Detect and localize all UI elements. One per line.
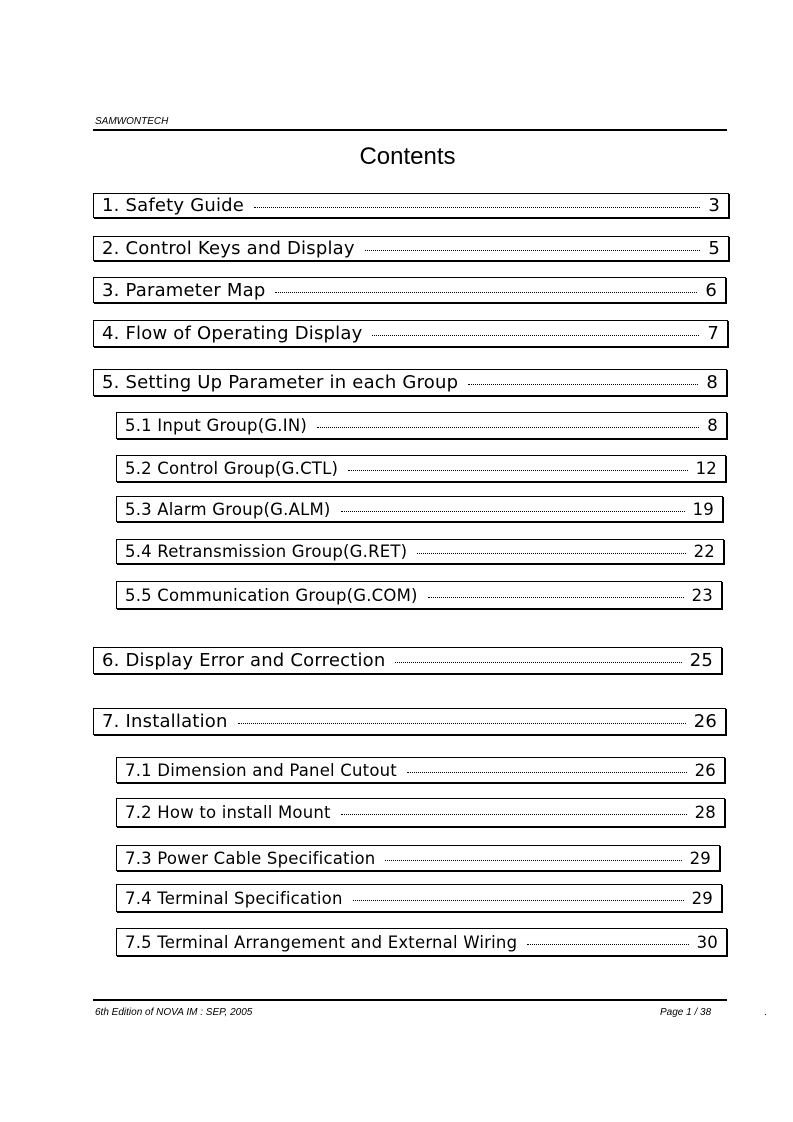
toc-leader-dots — [365, 250, 701, 251]
toc-leader-dots — [353, 900, 684, 901]
toc-entry-page: 22 — [693, 542, 715, 561]
toc-entry[interactable] — [116, 539, 724, 564]
toc-entry[interactable] — [93, 320, 728, 347]
toc-leader-dots — [407, 772, 687, 773]
toc-entry-page: 3 — [708, 195, 720, 216]
toc-entry-page: 8 — [706, 372, 718, 393]
toc-entry-title: 7.2 How to install Mount — [125, 803, 331, 822]
toc-entry-title: 3. Parameter Map — [102, 279, 266, 301]
toc-leader-dots — [527, 944, 688, 945]
toc-entry[interactable] — [116, 757, 725, 783]
toc-leader-dots — [417, 553, 685, 554]
toc-leader-dots — [254, 207, 700, 208]
toc-entry-title: 5.2 Control Group(G.CTL) — [125, 459, 339, 478]
toc-entry-title: 5.3 Alarm Group(G.ALM) — [125, 499, 331, 519]
toc-entry[interactable] — [116, 581, 722, 609]
toc-entry[interactable] — [116, 412, 727, 439]
toc-entry-title: 7.5 Terminal Arrangement and External Wiring — [125, 932, 518, 952]
toc-entry-page: 12 — [695, 459, 717, 478]
toc-entry-page: 6 — [705, 279, 717, 301]
page-title: Contents — [359, 143, 456, 170]
page-number: Page 1 / 38 — [660, 1007, 712, 1018]
toc-leader-dots — [348, 470, 687, 471]
toc-entry[interactable] — [93, 708, 726, 735]
toc-entry[interactable] — [116, 455, 726, 482]
toc-leader-dots — [317, 427, 699, 428]
toc-entry-page: 29 — [691, 888, 713, 908]
toc-entry-title: 5.1 Input Group(G.IN) — [125, 416, 308, 435]
toc-entry-page: 25 — [689, 650, 713, 671]
toc-entry-title: 7.4 Terminal Specification — [125, 888, 343, 908]
toc-entry[interactable] — [116, 884, 722, 912]
toc-leader-dots — [275, 292, 697, 293]
toc-leader-dots — [341, 814, 687, 815]
toc-leader-dots — [341, 511, 685, 512]
toc-entry-page: 26 — [694, 760, 716, 780]
toc-leader-dots — [468, 384, 698, 385]
toc-entry-page: 5 — [708, 238, 720, 259]
header-rule — [93, 129, 727, 131]
trailing-mark: . — [764, 1007, 767, 1018]
toc-entry[interactable] — [93, 193, 729, 218]
toc-entry[interactable] — [116, 928, 727, 956]
toc-leader-dots — [428, 597, 684, 598]
toc-leader-dots — [372, 335, 699, 336]
toc-entry-page: 7 — [707, 323, 719, 344]
toc-entry[interactable] — [116, 798, 725, 827]
toc-entry-page: 8 — [707, 416, 718, 435]
toc-entry-title: 5.4 Retransmission Group(G.RET) — [125, 542, 408, 561]
toc-entry-page: 23 — [691, 585, 713, 605]
company-name: SAMWONTECH — [95, 116, 169, 127]
toc-entry[interactable] — [93, 647, 722, 674]
toc-entry-title: 1. Safety Guide — [102, 195, 245, 216]
toc-entry[interactable] — [116, 845, 720, 871]
toc-entry-page: 26 — [693, 711, 717, 732]
toc-entry[interactable] — [116, 496, 723, 522]
toc-entry-title: 7.1 Dimension and Panel Cutout — [125, 760, 397, 780]
footer-rule — [93, 999, 727, 1001]
toc-entry-title: 5.5 Communication Group(G.COM) — [125, 585, 418, 605]
toc-entry-title: 7. Installation — [102, 711, 228, 732]
toc-entry-title: 6. Display Error and Correction — [102, 650, 386, 671]
toc-entry-page: 19 — [692, 499, 714, 519]
edition-note: 6th Edition of NOVA IM : SEP, 2005 — [95, 1007, 253, 1018]
toc-leader-dots — [238, 723, 686, 724]
toc-leader-dots — [385, 860, 681, 861]
toc-entry-page: 28 — [694, 803, 716, 822]
toc-entry-title: 4. Flow of Operating Display — [102, 323, 363, 344]
toc-entry-title: 5. Setting Up Parameter in each Group — [102, 372, 459, 393]
toc-entry-title: 7.3 Power Cable Specification — [125, 848, 376, 868]
toc-entry[interactable] — [93, 277, 726, 303]
toc-entry-title: 2. Control Keys and Display — [102, 238, 355, 259]
toc-entry[interactable] — [93, 369, 727, 396]
toc-entry-page: 29 — [689, 848, 711, 868]
toc-entry[interactable] — [93, 236, 729, 261]
toc-entry-page: 30 — [696, 932, 718, 952]
toc-leader-dots — [395, 662, 681, 663]
